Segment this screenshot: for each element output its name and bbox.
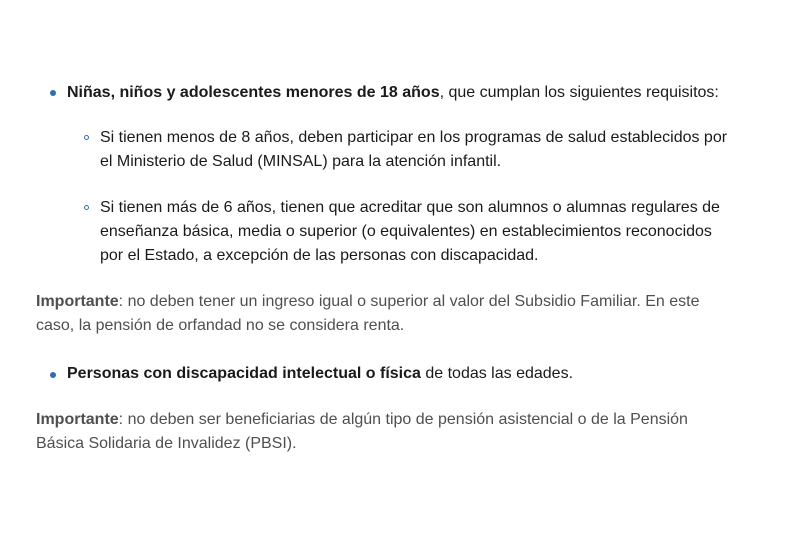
- note-line: Básica Solidaria de Invalidez (PBSI).: [36, 435, 297, 452]
- subitem-line: el Ministerio de Salud (MINSAL) para la atención infantil.: [100, 153, 502, 170]
- item-text: , que cumplan los siguientes requisitos:: [439, 84, 719, 101]
- item-bold: Niñas, niños y adolescentes menores de 18 años: [67, 84, 440, 101]
- note-line: caso, la pensión de orfandad no se considera renta.: [36, 317, 405, 334]
- note-text: : no deben ser beneficiarias de algún tipo de pensión asistencial o de la Pensión: [118, 411, 688, 428]
- bullet-icon: [50, 372, 56, 378]
- subitem-line: Si tienen menos de 8 años, deben participar en los programas de salud establecidos por: [100, 129, 728, 146]
- note-line: [36, 290, 699, 314]
- subitem-line: por el Estado, a excepción de las personas con discapacidad.: [100, 247, 539, 264]
- list-item-children: [67, 81, 719, 105]
- note-label: Importante: [36, 293, 119, 310]
- list-item-disability: [67, 362, 573, 386]
- sub-bullet-icon: [84, 135, 89, 140]
- item-bold: Personas con discapacidad intelectual o física: [67, 365, 421, 382]
- bullet-icon: [50, 90, 56, 96]
- item-text: de todas las edades.: [420, 365, 574, 382]
- note-line: [36, 408, 688, 432]
- subitem-line: enseñanza básica, media o superior (o equivalentes) en establecimientos reconocidos: [100, 223, 712, 240]
- subitem-line: Si tienen más de 6 años, tienen que acreditar que son alumnos o alumnas regulares de: [100, 199, 720, 216]
- note-label: Importante: [36, 411, 119, 428]
- sub-bullet-icon: [84, 205, 89, 210]
- note-text: : no deben tener un ingreso igual o superior al valor del Subsidio Familiar. En este: [118, 293, 700, 310]
